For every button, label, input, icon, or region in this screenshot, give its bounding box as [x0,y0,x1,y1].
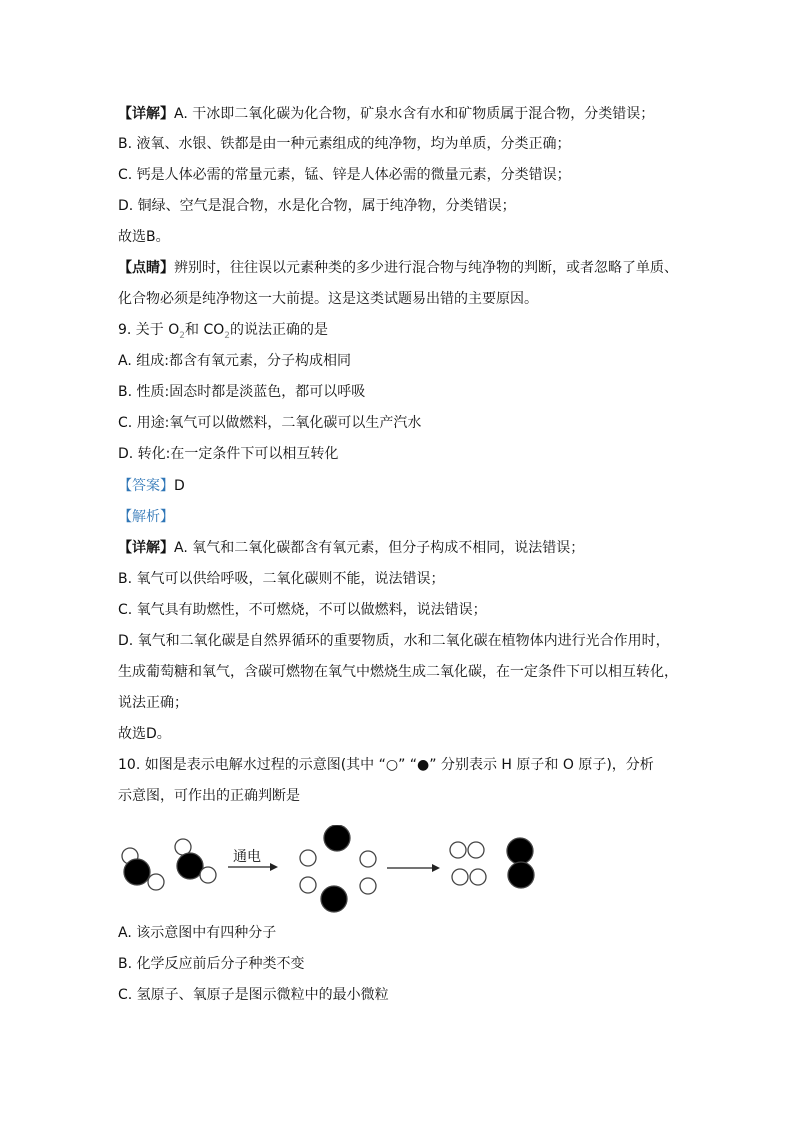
q10-stem: 10. 如图是表示电解水过程的示意图(其中 “○” “●” 分别表示 H 原子和 O 原子)，分析 [118,757,654,773]
h-atom [452,869,468,885]
o-atom [321,886,347,912]
h-atom [148,874,164,890]
h-atom [200,867,216,883]
o-atom [177,853,203,879]
q9-stem [118,320,328,346]
q9-detail-d2: 生成葡萄糖和氧气，含碳可燃物在氧气中燃烧生成二氧化碳，在一定条件下可以相互转化， [118,664,678,680]
q9-option-d: D. 转化:在一定条件下可以相互转化 [118,446,339,462]
o-atom [124,859,150,885]
o-atom [507,838,533,864]
q8-detail-d: D. 铜绿、空气是混合物，水是化合物，属于纯净物，分类错误； [118,198,516,214]
h-atom [360,878,376,894]
q9-detail-d3: 说法正确； [118,695,188,711]
detail-tag: 【详解】 [118,540,174,556]
q9-detail-b: B. 氧气可以供给呼吸，二氧化碳则不能，说法错误； [118,571,445,587]
diagram-label: 通电 [233,849,261,865]
text: A. 干冰即二氧化碳为化合物，矿泉水含有水和矿物质属于混合物，分类错误； [174,106,655,122]
q9-option-c: C. 用途:氧气可以做燃料，二氧化碳可以生产汽水 [118,415,422,431]
h-atom [450,842,466,858]
h-atom [300,877,316,893]
q10-option-a: A. 该示意图中有四种分子 [118,925,277,941]
q9-detail-d: D. 氧气和二氧化碳是自然界循环的重要物质，水和二氧化碳在植物体内进行光合作用时， [118,633,670,649]
h-atom [470,869,486,885]
h-atom [360,851,376,867]
arrow-icon [387,864,440,872]
text: A. 氧气和二氧化碳都含有氧元素，但分子构成不相同，说法错误； [174,540,585,556]
q9-detail-a [118,538,584,558]
electrolysis-diagram [110,825,550,920]
q10-stem-line2: 示意图，可作出的正确判断是 [118,788,300,804]
answer-value: D [174,478,185,494]
text: 的说法正确的是 [230,322,328,338]
o-atom [508,862,534,888]
text: 辨别时，往往误以元素种类的多少进行混合物与纯净物的判断，或者忽略了单质、 [174,260,678,276]
q9-answer [118,476,185,496]
h-atom [468,842,484,858]
q9-detail-c: C. 氧气具有助燃性，不可燃烧，不可以做燃料，说法错误； [118,602,487,618]
q9-option-a: A. 组成:都含有氧元素，分子构成相同 [118,353,351,369]
q10-option-b: B. 化学反应前后分子种类不变 [118,956,305,972]
q8-detail-a [118,104,654,124]
tip-tag: 【点睛】 [118,260,174,276]
q10-option-c: C. 氢原子、氧原子是图示微粒中的最小微粒 [118,987,389,1003]
q8-tip-line2: 化合物必须是纯净物这一大前提。这是这类试题易出错的主要原因。 [118,291,538,307]
text: 和 CO [185,322,225,338]
detail-tag: 【详解】 [118,106,174,122]
subscript: 2 [224,330,230,341]
q8-detail-b: B. 液氧、水银、铁都是由一种元素组成的纯净物，均为单质，分类正确； [118,136,571,152]
subscript: 2 [179,330,186,341]
q8-detail-c: C. 钙是人体必需的常量元素，锰、锌是人体必需的微量元素，分类错误； [118,167,571,183]
q8-conclusion: 故选B。 [118,229,170,245]
o-atom [324,825,350,851]
answer-tag: 【答案】 [118,478,174,494]
h-atom [300,850,316,866]
q9-conclusion: 故选D。 [118,726,171,742]
q9-analysis-tag: 【解析】 [118,509,174,525]
q9-option-b: B. 性质:固态时都是淡蓝色，都可以呼吸 [118,384,366,400]
q8-tip [118,258,678,278]
text: 9. 关于 O [118,322,180,338]
